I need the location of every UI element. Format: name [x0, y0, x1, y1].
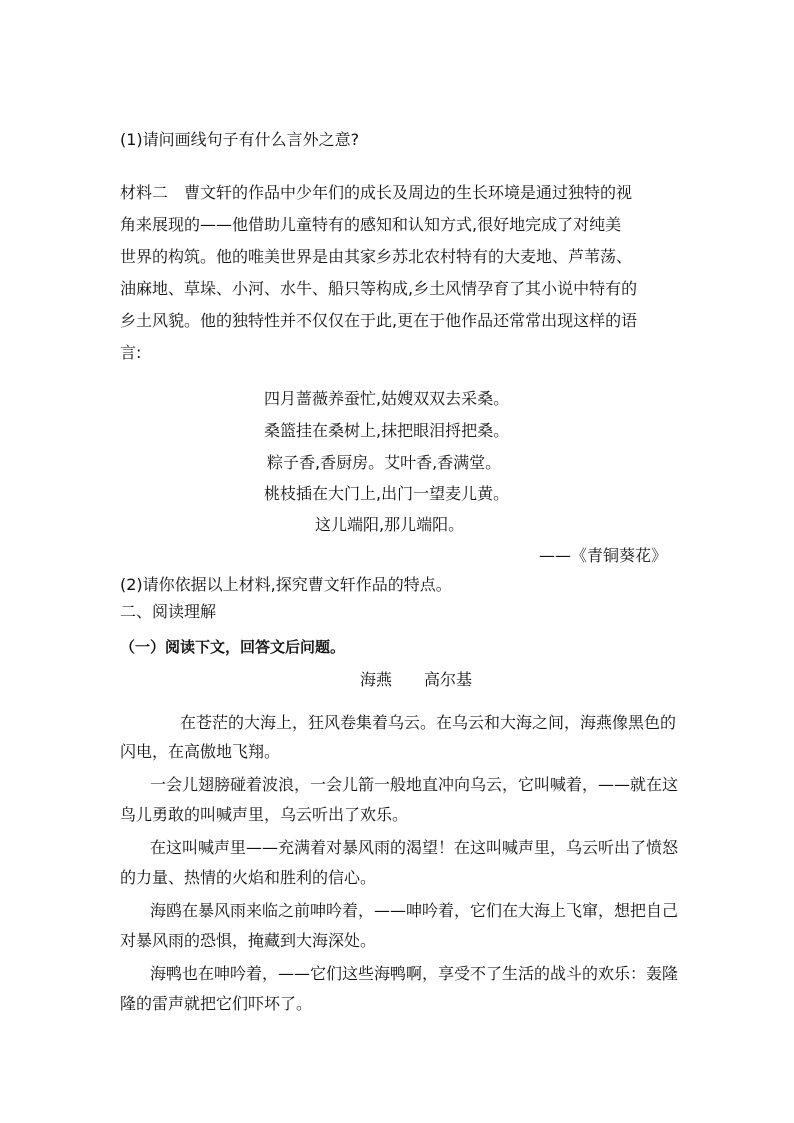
text-line: 油麻地、草垛、小河、水牛、船只等构成,乡土风情孕育了其小说中特有的	[120, 279, 638, 298]
poem-line: 桃枝插在大门上,出门一望麦儿黄。	[264, 484, 510, 503]
poem-line: 四月蔷薇养蚕忙,姑嫂双双去采桑。	[264, 389, 510, 408]
part-heading: （一）阅读下文，回答文后问题。	[120, 638, 346, 656]
poem-source: ——《青铜葵花》	[539, 546, 668, 565]
text-line: 海鸭也在呻吟着，——它们这些海鸭啊，享受不了生活的战斗的欢乐：轰隆	[150, 964, 679, 983]
poem-line: 粽子香,香厨房。艾叶香,香满堂。	[267, 453, 502, 472]
text-line: 世界的构筑。他的唯美世界是由其家乡苏北农村特有的大麦地、芦苇荡、	[120, 247, 633, 266]
text-line: 言:	[120, 343, 142, 362]
poem-line: 桑篮挂在桑树上,抹把眼泪捋把桑。	[264, 421, 510, 440]
text-line: 角来展现的——他借助儿童特有的感知和认知方式,很好地完成了对纯美	[120, 215, 622, 234]
text-line: 一会儿翅膀碰着波浪，一会儿箭一般地直冲向乌云，它叫喊着，——就在这	[150, 775, 679, 794]
text-line: 乡土风貌。他的独特性并不仅仅在于此,更在于他作品还常常出现这样的语	[120, 311, 638, 330]
poem-line: 这儿端阳,那儿端阳。	[315, 515, 465, 534]
section-heading: 二、阅读理解	[120, 602, 217, 621]
text-line: 在这叫喊声里——充满着对暴风雨的渴望！在这叫喊声里，乌云听出了愤怒	[150, 838, 679, 857]
text-line: 对暴风雨的恐惧，掩藏到大海深处。	[120, 931, 377, 950]
text-line: 海鸥在暴风雨来临之前呻吟着，——呻吟着，它们在大海上飞窜，想把自己	[150, 901, 679, 920]
text-line: 材料二 曹文轩的作品中少年们的成长及周边的生长环境是通过独特的视	[120, 183, 633, 202]
text-line: 隆的雷声就把它们吓坏了。	[120, 994, 313, 1013]
question-1: (1)请问画线句子有什么言外之意?	[120, 130, 360, 149]
text-line: 鸟儿勇敢的叫喊声里，乌云听出了欢乐。	[120, 805, 409, 824]
text-line: 在苍茫的大海上，狂风卷集着乌云。在乌云和大海之间，海燕像黑色的	[180, 713, 677, 732]
text-line: 闪电，在高傲地飞翔。	[120, 742, 281, 761]
essay-title: 海燕 高尔基	[360, 670, 473, 689]
text-line: 的力量、热情的火焰和胜利的信心。	[120, 868, 377, 887]
question-2: (2)请你依据以上材料,探究曹文轩作品的特点。	[120, 575, 452, 594]
